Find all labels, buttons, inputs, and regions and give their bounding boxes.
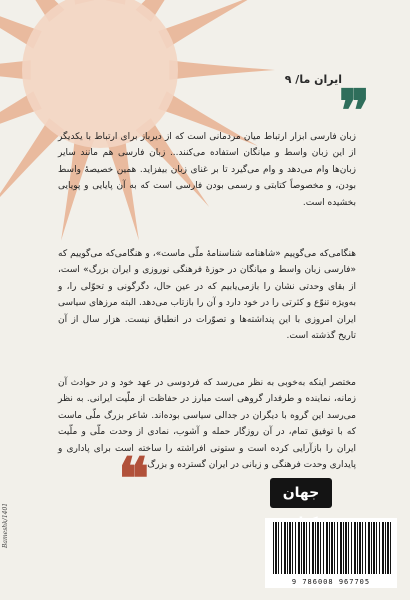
quote-close-icon: ❝ [118, 445, 150, 513]
paragraph-1: زبان فارسی ابزار ارتباط میان مردمانی است که از دیرباز برای ارتباط با یکدیگر از این زبان واسط و میانگان استفاده می‌کنند... زبان فارسی هم مانند سایر زبان‌ها وام می‌دهد و وام می‌گیرد تا بر غنای زبان بیفزاید. همین خصیصهٔ واسط بودن، و مخصوصاً کتابتی و رسمی بودن فارسی است که به آن پایایی و پویایی بخشیده است. [58, 132, 356, 208]
isbn-barcode [265, 518, 397, 588]
publisher-logo: جهان [270, 478, 332, 508]
paragraph-2: هنگامی‌که می‌گوییم «شاهنامه شناسنامهٔ ملّی ماست»، و هنگامی‌که می‌گوییم که «فارسی زبان واسط و میانگان در حوزهٔ فرهنگی نوروزی و ایران بزرگ» است، از بقای وحدتی نشان را بازمی‌یابیم که در عین حال، دگرگونی و تحوّلی را، و به‌ویژه تنوّع و کثرتی را در خود دارد و آن را بازتاب می‌دهد. البته مرزهای سیاسی ایران امروزی با این پنداشته‌ها و تصوّرات در انطباق نیست. هزار سال از آن تاریخ گذشته است. [58, 249, 356, 342]
sun-ray [169, 60, 275, 80]
quote-open-icon: ❞ [338, 77, 370, 145]
barcode-digits: 9 786008 967705 [291, 578, 371, 586]
paragraph-3: مختصر اینکه به‌خوبی به نظر می‌رسد که فردوسی در عهد خود و در حوادث آن زمانه، نماینده و طرفدار گروهی است مبارز در حفاظت از ملّیت ایرانی. به نظر می‌رسد این گروه با دیگران در جدالی سیاسی بوده‌اند. شاعر بزرگ ملّی ماست که با توفیق تمام، در آن روزگار حمله و آشوب، نمادی از وحدت ملّی و ملّیت ایران را بازآرایی کرده است و ستونی افراشته را ساخته است برای پاداری و پایداری وحدت فرهنگی و زبانی در ایران گسترده و بزرگ. [58, 378, 356, 471]
designer-credit: Bameshk/1401 [2, 502, 9, 548]
sun-ray [158, 0, 257, 49]
barcode-bars [273, 522, 391, 574]
series-label: ایران ما/ ۹ [284, 73, 342, 86]
